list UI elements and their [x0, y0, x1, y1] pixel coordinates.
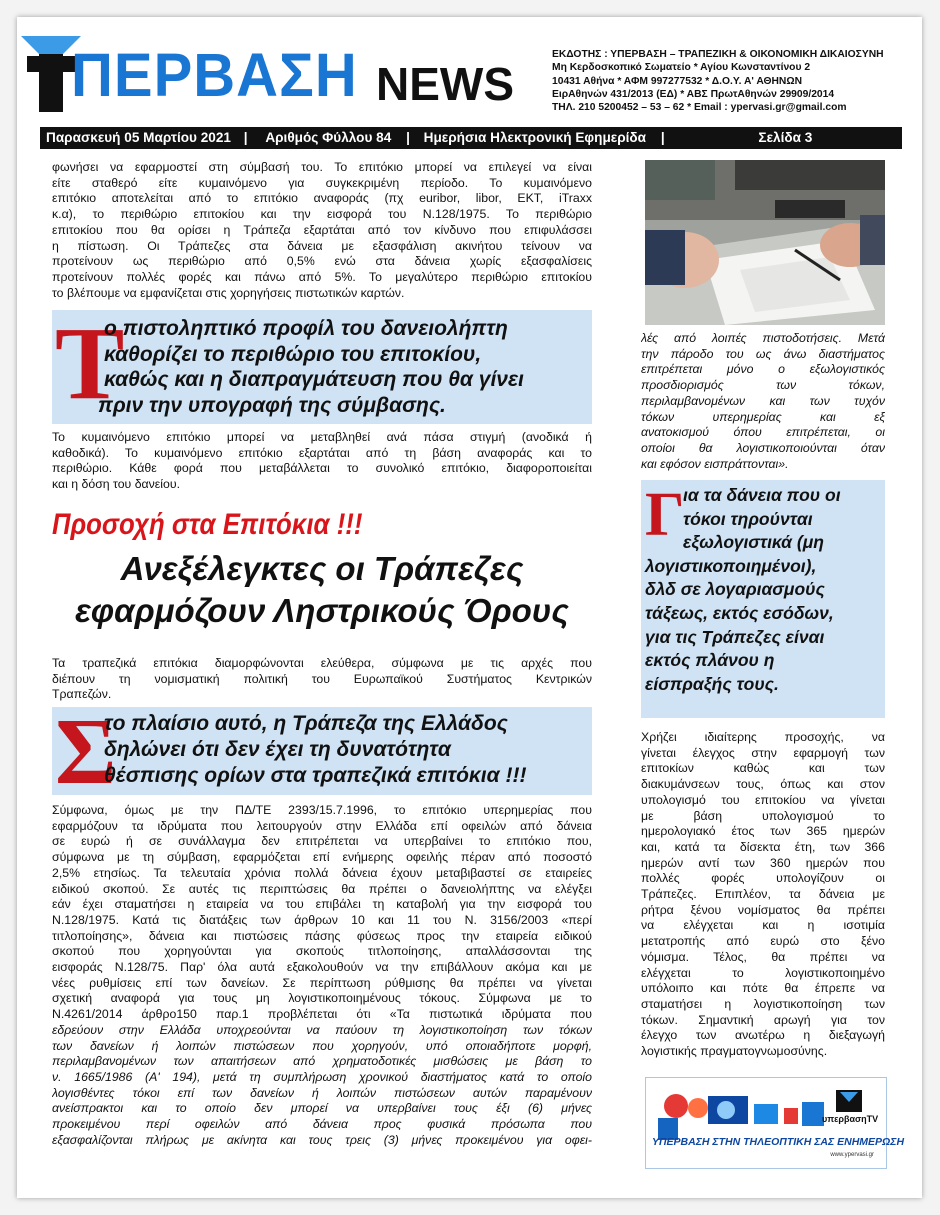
- text-line: υπολογισμό του επιτοκίου να γίνεται: [641, 792, 885, 807]
- main-column: [52, 160, 592, 301]
- text-line: νέες ρυθμίσεις επί των δανείων. Σε περίπτωση ρύθμισης θα πρέπει να γίνεται: [52, 975, 592, 990]
- callout-line: πριν την υπογραφή της σύμβασης.: [98, 393, 446, 417]
- publisher-line: 10431 Αθήνα * ΑΦΜ 997277532 * Δ.Ο.Υ. Α' ΑΘΗΝΩΝ: [552, 75, 803, 87]
- side-column-2: [641, 730, 885, 1060]
- text-line: επιτρέπεται μόνο ο εξωλογιστικός: [641, 362, 885, 377]
- text-line: διέπουν τη νομισματική πολιτική του Ευρωπαϊκού Συστήματος Κεντρικών: [52, 671, 592, 686]
- logo-news-text: NEWS: [376, 58, 514, 110]
- publisher-info: [552, 48, 912, 114]
- text-line: να ελέγχεται και η ισοτιμία: [641, 918, 885, 933]
- publisher-line: ΕΚΔΟΤΗΣ : ΥΠΕΡΒΑΣΗ – ΤΡΑΠΕΖΙΚΗ & ΟΙΚΟΝΟΜΙΚΗ ΔΙΚΑΙΟΣΥΝΗ: [552, 49, 884, 60]
- publisher-line: Μη Κερδοσκοπικό Σωματείο * Αγίου Κωνσταντίνου 2: [552, 62, 811, 74]
- text-line: πολλές φορές υπολογίζουν οι: [641, 871, 885, 886]
- text-line: εδρεύουν στην Ελλάδα υποχρεούνται να παύουν τη λογιστικοποίηση των τόκων: [52, 1022, 592, 1037]
- article-paragraph-1: [52, 160, 592, 301]
- text-line: υπόλοιπο και πότε θα έπρεπε να: [641, 981, 885, 996]
- headline-warning: Προσοχή στα Επιτόκια !!!: [52, 508, 363, 541]
- text-line: με βάση υπολογισμού το: [641, 808, 885, 823]
- text-line: Ν.128/1975. Κατά τις διατάξεις των άρθρων 10 και 11 του Ν. 3156/2003 «περί: [52, 912, 592, 927]
- callout-line: καθώς και η διαπραγμάτευση που θα γίνει: [104, 368, 524, 391]
- headline-main: [52, 548, 592, 632]
- issue-date: Παρασκευή 05 Μαρτίου 2021: [46, 130, 231, 145]
- callout-line: λογιστικοποιημένοι),: [645, 555, 817, 576]
- text-line: προτείνουν πολλές φορές και πάνω από 5%. Το μεγαλύτερο περιθώριο επιτοκίου: [52, 269, 592, 284]
- text-line: των δανείων ή λοιπών πιστώσεων που χορηγούν, υπό οποιαδήποτε μορφή,: [52, 1038, 592, 1053]
- text-line: προσδιορισμός των τόκων,: [641, 378, 885, 393]
- callout-line: για τις Τράπεζες είναι: [645, 626, 825, 647]
- callout-text: [52, 316, 592, 418]
- text-line: επιτόκιο αποτελείται από το επιτόκιο αναφοράς (πχ euribor, libor, ΕΚΤ, iTraxx: [52, 191, 592, 206]
- text-line: την πάροδο του ως άνω διαστήματος: [641, 346, 885, 361]
- article-paragraph-4: [52, 803, 592, 1148]
- text-line: νόμισμα. Τέλος, θα πρέπει να: [641, 949, 885, 964]
- text-line: κ.α), το περιθώριο επιτοκίου και την εισφορά του Ν.128/1975. Το περιθώριο: [52, 207, 592, 222]
- text-line: σκοπού που χορηγούνται για σκοπούς τιτλοποίησης, απαλλάσσονται της: [52, 944, 592, 959]
- callout-line: δλδ σε λογαριασμούς: [645, 579, 825, 600]
- callout-text: [645, 484, 881, 696]
- text-line: λογισθέντες τόκοι επί των δανείων ή λοιπών πιστώσεων αυτών παραμένουν: [52, 1085, 592, 1100]
- text-line: Χρήζει ιδιαίτερης προσοχής, να: [641, 730, 885, 744]
- text-line: ανατοκισμού όπου επιτρέπεται, οι: [641, 425, 885, 440]
- text-line: εφαρμόζουν τα ιδρύματα που λειτουργούν στην Ελλάδα επί οφειλών από δάνεια: [52, 818, 592, 833]
- callout-line: ια τα δάνεια που οι: [683, 485, 841, 505]
- callout-line: εκτός πλάνου η: [645, 650, 775, 671]
- text-line: καθοδικά). Το κυμαινόμενο επιτόκιο εξαρτάται από τη βάση αναφοράς και το: [52, 445, 592, 460]
- text-line: τιτλοποίησης», δάνεια και πιστώσεις πάσης φύσεως προς την εταιρεία ειδικού: [52, 928, 592, 943]
- text-line: περιλαμβανομένων και των τυχόν: [641, 393, 885, 408]
- callout-line: δηλώνει ότι δεν έχει τη δυνατότητα: [104, 738, 451, 761]
- text-line: το βλέπουμε να εμφανίζεται στις χορηγήσεις πιστωτικών καρτών.: [52, 285, 405, 300]
- drop-cap: Σ: [55, 700, 117, 804]
- text-line: εισφοράς Ν.128/75. Παρ' όλα αυτά εξακολουθούν να την επιβάλλουν ακόμα και με: [52, 960, 592, 975]
- article-paragraph-2: [52, 430, 592, 493]
- tv-label: υπερβασηTV: [822, 1114, 879, 1124]
- text-line: περιθώριο. Κάθε φορά που μεταβάλλεται το συνολικό επιτόκιο, διαφοροποιείται: [52, 461, 592, 476]
- text-line: ανείσπρακτοι και το οποίο δεν μπορεί να υπερβαίνει τους έξι (6) μήνες: [52, 1101, 592, 1116]
- text-line: Ν.4261/2014 άρθρο150 παρ.1 προβλέπεται ότι «Τα πιστωτικά ιδρύματα που: [52, 1007, 592, 1022]
- callout-line: το πλαίσιο αυτό, η Τράπεζα της Ελλάδος: [104, 712, 508, 735]
- side-callout: [641, 480, 885, 718]
- text-line: σε ευρώ ή σε συνάλλαγμα δεν επιτρέπεται να υπερβαίνει το επιτόκιο που,: [52, 834, 592, 849]
- main-column-2: [52, 430, 592, 493]
- text-line: ν. 1665/1986 (Α' 194), μετά τη συμπλήρωση χρονικού διαστήματος κατά το οποίο: [52, 1069, 592, 1084]
- article-paragraph-3: [52, 656, 592, 703]
- text-line: προτείνουν ως περιθώριο από 0,5% ενώ στα δάνεια χωρίς εξασφαλίσεις: [52, 254, 592, 269]
- text-line: τόκων. Σημαντική αρωγή για τον: [641, 1012, 885, 1027]
- text-line: ειδικού σκοπού. Σε αυτές τις περιπτώσεις θα πρέπει ο δανειολήπτης να ελέγξει: [52, 881, 592, 896]
- banner-url: www.ypervasi.gr: [830, 1152, 874, 1158]
- text-line: σχετική αναφορά για τους μη λογιστικοποιημένους τόκους. Σύμφωνα με το: [52, 991, 592, 1006]
- text-line: η πίστωση. Οι Τράπεζες στα δάνεια με εξασφάλιση ακινήτου τείνουν να: [52, 238, 592, 253]
- separator: |: [406, 130, 410, 145]
- article-photo: [645, 160, 885, 325]
- callout-line: εξωλογιστικά (μη: [683, 532, 824, 553]
- masthead-logo: [21, 30, 514, 120]
- main-column-3: [52, 656, 592, 703]
- page-number: Σελίδα 3: [758, 130, 813, 145]
- tv-banner[interactable]: [645, 1077, 905, 1169]
- text-line: οποίοι θα λογιστικοποιούνται όταν: [641, 440, 885, 455]
- callout-line: είσπραξής τους.: [645, 673, 779, 694]
- dateline-bar: [40, 127, 902, 149]
- callout-line: καθορίζει το περιθώριο του επιτοκίου,: [104, 342, 482, 366]
- callout-line: τόκοι τηρούνται: [683, 508, 813, 529]
- text-line: ημερολογιακό έτος των 365 ημερών: [641, 824, 885, 839]
- text-line: γίνεται έλεγχος στην εφαρμογή των: [641, 745, 885, 760]
- text-line: φωνήσει να εφαρμοστεί στη σύμβασή του. Το επιτόκιο μπορεί να επιλεγεί να είναι: [52, 160, 592, 174]
- text-line: επιτοκίου που θα ορίσει η Τράπεζα εξαρτάται από τον κίνδυνο που επιφυλάσσει: [52, 222, 592, 237]
- text-line: και η δόση του δανείου.: [52, 477, 181, 492]
- text-line: προκειμένου περί οφειλών από δάνεια προς φυσικά πρόσωπα που: [52, 1117, 592, 1132]
- text-line: Σύμφωνα, όμως με την ΠΔ/ΤΕ 2393/15.7.1996, το επιτόκιο υπερημερίας που: [52, 803, 592, 817]
- publisher-line: ΤΗΛ. 210 5200452 – 53 – 62 * Email : ypervasi.gr@gmail.com: [552, 102, 847, 114]
- text-line: εξασφαλίζονται πλήρως με ακίνητα και τους τρεις (3) μήνες προκειμένου για οφει-: [52, 1132, 592, 1147]
- side-paragraph-1: [641, 331, 885, 472]
- text-line: έλεγχο των ανωτέρω η διεξαγωγή: [641, 1028, 885, 1043]
- text-line: και εφόσον εισπράττονται».: [641, 456, 789, 471]
- drop-cap: Τ: [55, 306, 125, 421]
- text-line: Τράπεζες. Επιπλέον, τα δάνεια με: [641, 887, 885, 902]
- logo-main-text: ΠΕΡΒΑΣΗ: [71, 41, 358, 110]
- text-line: Τραπεζών.: [52, 687, 112, 702]
- headline-line: Ανεξέλεγκτες οι Τράπεζες: [120, 550, 524, 587]
- side-column-1: [641, 331, 885, 472]
- text-line: μετατροπής από ευρώ στο ξένο: [641, 934, 885, 949]
- text-line: λές από λοιπές πιστοδοτήσεις. Μετά: [641, 331, 885, 345]
- text-line: επιτοκίων καθώς και των: [641, 761, 885, 776]
- text-line: διακυμάνσεων τους, όπως και στον: [641, 777, 885, 792]
- callout-line: ο πιστοληπτικό προφίλ του δανειολήπτη: [104, 317, 508, 340]
- text-line: Το κυμαινόμενο επιτόκιο μπορεί να μεταβληθεί ανά πάσα στιγμή (ανοδικά ή: [52, 430, 592, 444]
- callout-quote-2: [52, 700, 592, 804]
- separator: |: [243, 130, 248, 145]
- text-line: Τα τραπεζικά επιτόκια διαμορφώνονται ελεύθερα, σύμφωνα με τις αρχές που: [52, 656, 592, 670]
- callout-text: [52, 711, 592, 789]
- text-line: σταματήσει η λογιστικοποίηση των: [641, 996, 885, 1011]
- text-line: ρήτρα ξένου νομίσματος θα πρέπει: [641, 902, 885, 917]
- publisher-line: ΕιρΑθηνών 431/2013 (ΕΔ) * ΑΒΣ ΠρωτΑθηνών 29909/2014: [552, 88, 835, 100]
- issue-number: Αριθμός Φύλλου 84: [265, 130, 392, 145]
- text-line: 2,5% ετησίως. Τα τελευταία χρόνια πολλά δάνεια έχουν μεταβιβαστεί σε εταιρείες: [52, 865, 592, 880]
- text-line: σύμφωνα με τη σύμβαση, εφαρμόζεται επί ενήμερης οφειλής πέραν από ποσοστό: [52, 850, 592, 865]
- separator: |: [660, 130, 665, 145]
- text-line: λογιστικής πραγματογνωμοσύνης.: [641, 1044, 828, 1059]
- publication-type: Ημερήσια Ηλεκτρονική Εφημερίδα: [423, 130, 647, 145]
- text-line: εάν έχει σταματήσει η εταιρεία να του επιβάλει τη καταβολή για την εισφορά του: [52, 897, 592, 912]
- text-line: ελέγχεται το λογιστικοποιημένο: [641, 965, 885, 980]
- text-line: και, κατά τα δίσεκτα έτη, των 366: [641, 839, 885, 854]
- text-line: ημερών αντί των 360 ημερών που: [641, 855, 885, 870]
- callout-line: θέσπισης ορίων στα τραπεζικά επιτόκια !!!: [104, 764, 527, 787]
- drop-cap: Γ: [645, 481, 685, 549]
- callout-quote-1: [52, 306, 592, 424]
- text-line: τόκων υπερημερίας και εξ: [641, 409, 885, 424]
- text-line: είτε σταθερό είτε κυμαινόμενο για συγκεκριμένη περίοδο. Το κυμαινόμενο: [52, 175, 592, 190]
- side-paragraph-2: [641, 730, 885, 1060]
- text-line: περιλαμβανομένων των απαιτήσεων από χρηματοδοτικές μισθώσεις με βάση το: [52, 1054, 592, 1069]
- callout-line: τάξεως, εκτός εσόδων,: [645, 602, 834, 623]
- banner-caption: ΥΠΕΡΒΑΣΗ ΣΤΗΝ ΤΗΛΕΟΠΤΙΚΗ ΣΑΣ ΕΝΗΜΕΡΩΣΗ: [652, 1136, 905, 1148]
- main-column-4: [52, 803, 592, 1148]
- headline-line: εφαρμόζουν Ληστρικούς Όρους: [75, 592, 569, 629]
